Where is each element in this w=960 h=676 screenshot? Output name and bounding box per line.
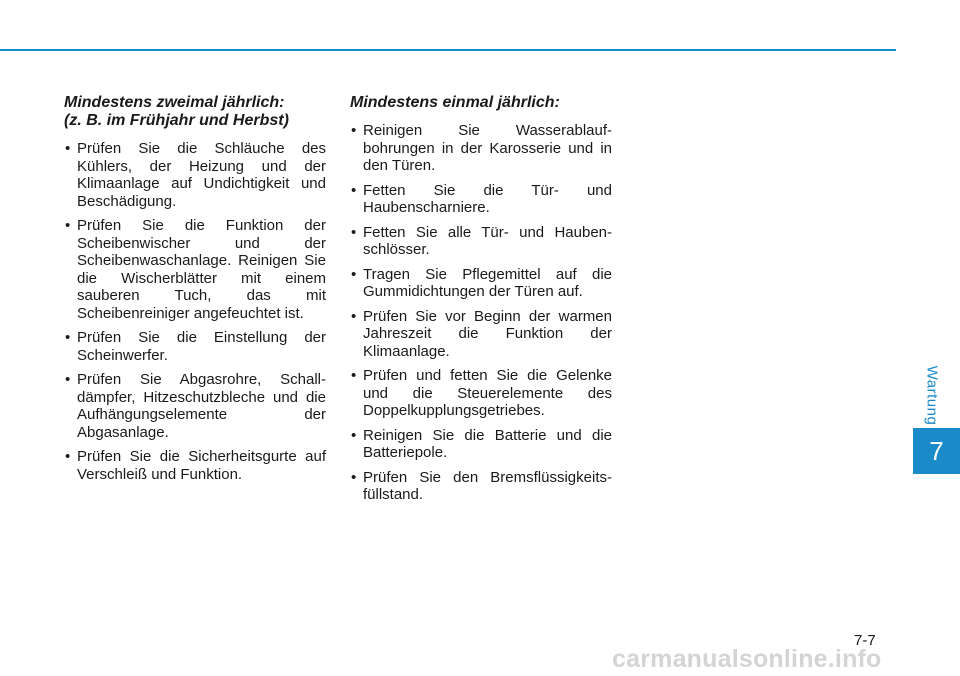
left-heading-line2: (z. B. im Frühjahr und Herbst) <box>64 112 289 129</box>
left-column <box>64 94 326 490</box>
list-item: • Reinigen Sie die Batterie und die Batteriepole. <box>350 427 612 462</box>
right-list <box>350 122 612 504</box>
list-item: • Prüfen Sie vor Beginn der warmen Jahreszeit die Funktion der Klimaanlage. <box>350 308 612 361</box>
list-item: • Prüfen Sie die Funktion der Scheibenwischer und der Scheibenwaschanlage. Reinigen Sie die Wischerblätter mit einem sauberen Tuch, das mit Scheibenreiniger angefeuchtet ist. <box>64 217 326 322</box>
watermark: carmanualsonline.info <box>612 645 882 673</box>
list-item: • Fetten Sie alle Tür- und Hauben-schlösser. <box>350 224 612 259</box>
list-item: • Prüfen Sie die Einstellung der Scheinwerfer. <box>64 329 326 364</box>
list-item: • Reinigen Sie Wasserablauf-bohrungen in der Karosserie und in den Türen. <box>350 122 612 175</box>
top-rule <box>0 49 896 51</box>
list-item: • Prüfen Sie den Bremsflüssigkeits-füllstand. <box>350 469 612 504</box>
right-heading-text: Mindestens einmal jährlich: <box>350 94 560 111</box>
list-item: • Prüfen Sie Abgasrohre, Schall-dämpfer, Hitzeschutzbleche und die Aufhängungselemente der Abgasanlage. <box>64 371 326 441</box>
list-item: • Tragen Sie Pflegemittel auf die Gummidichtungen der Türen auf. <box>350 266 612 301</box>
list-item: • Prüfen und fetten Sie die Gelenke und die Steuerelemente des Doppelkupplungsgetriebes. <box>350 367 612 420</box>
left-heading <box>64 94 326 130</box>
section-label-text: Wartung <box>923 365 941 425</box>
list-item: • Prüfen Sie die Schläuche des Kühlers, der Heizung und der Klimaanlage auf Undichtigkeit und Beschädigung. <box>64 140 326 210</box>
left-heading-line1: Mindestens zweimal jährlich: <box>64 94 285 111</box>
chapter-number: 7 <box>929 436 944 466</box>
list-item: • Prüfen Sie die Sicherheitsgurte auf Verschleiß und Funktion. <box>64 448 326 483</box>
right-heading <box>350 94 612 112</box>
right-column <box>350 94 612 511</box>
left-list <box>64 140 326 483</box>
section-label <box>920 360 944 430</box>
chapter-tab <box>913 428 960 474</box>
list-item: • Fetten Sie die Tür- und Haubenscharniere. <box>350 182 612 217</box>
page-number: 7-7 <box>854 632 876 649</box>
